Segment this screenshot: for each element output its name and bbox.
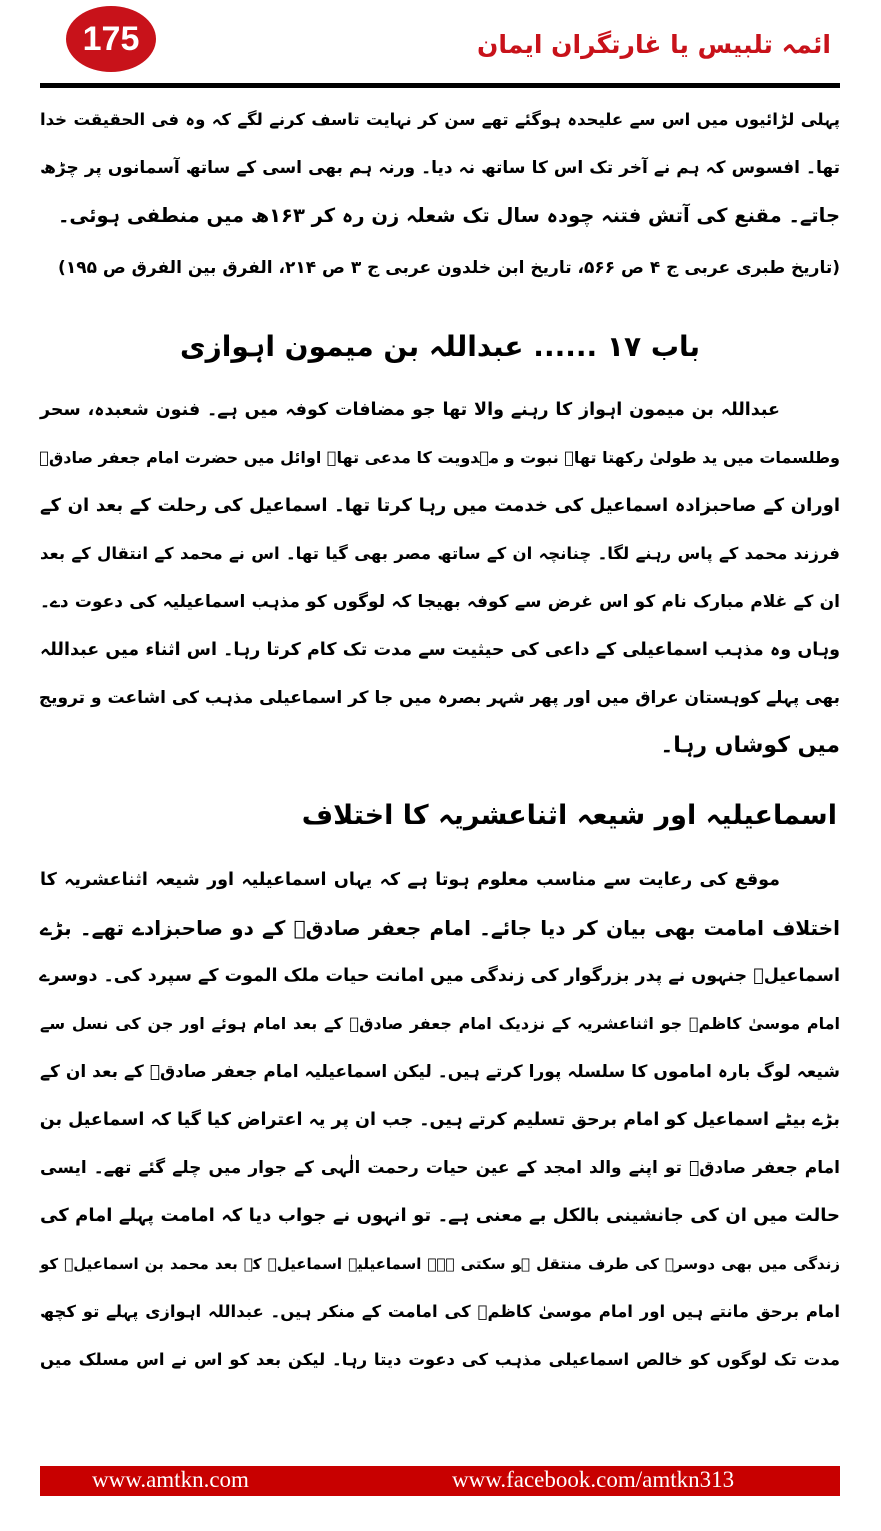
text-line: فرزند محمد کے پاس رہنے لگا۔ چنانچہ ان کے ساتھ مصر بھی گیا تھا۔ اس نے محمد کے انتقال کے بعد — [40, 544, 840, 563]
text-line: وطلسمات میں ید طولیٰ رکھتا تھا۔ نبوت و مہدویت کا مدعی تھا۔ اوائل میں حضرت امام جعفر صادقؒ — [39, 448, 840, 467]
text-line: امام برحق مانتے ہیں اور امام موسیٰ کاظمؒ کی امامت کے منکر ہیں۔ عبداللہ اہوازی پہلے تو کچھ — [40, 1302, 840, 1321]
text-line: امام جعفر صادقؒ تو اپنے والد امجد کے عین حیات رحمت الٰہی کے جوار میں چلے گئے تھے۔ ایسی — [40, 1158, 840, 1178]
text-line: اختلاف امامت بھی بیان کر دیا جائے۔ امام جعفر صادقؒ کے دو صاحبزادے تھے۔ بڑے — [40, 916, 840, 940]
section-heading: اسماعیلیہ اور شیعہ اثناعشریہ کا اختلاف — [301, 800, 837, 831]
text-line: میں کوشاں رہا۔ — [660, 733, 840, 758]
text-line: شیعہ لوگ بارہ اماموں کا سلسلہ پورا کرتے ہیں۔ لیکن اسماعیلیہ امام جعفر صادقؒ کے بعد ان کے — [40, 1062, 840, 1082]
text-line: موقع کی رعایت سے مناسب معلوم ہوتا ہے کہ یہاں اسماعیلیہ اور شیعہ اثناعشریہ کا — [40, 870, 780, 890]
text-line: پہلی لڑائیوں میں اس سے علیحدہ ہوگئے تھے سن کر نہایت تاسف کرنے لگے کہ وہ فی الحقیقت خدا — [40, 110, 840, 129]
text-line: جاتے۔ مقنع کی آتش فتنہ چودہ سال تک شعلہ زن رہ کر ۱۶۳ھ میں منطفی ہوئی۔ — [57, 204, 840, 227]
header-divider — [40, 83, 840, 88]
chapter-heading: باب ۱۷ ...... عبداللہ بن میمون اہوازی — [180, 330, 700, 363]
text-line: اسماعیلؒ جنہوں نے پدر بزرگوار کی زندگی میں امانت حیات ملک الموت کے سپرد کی۔ دوسرے — [39, 966, 840, 986]
text-line: بھی پہلے کوہستان عراق میں اور پھر شہر بصرہ میں جا کر اسماعیلی مذہب کی اشاعت و ترویج — [38, 688, 840, 708]
book-title: ائمہ تلبیس یا غارتگران ایمان — [477, 30, 831, 59]
text-line: حالت میں ان کی جانشینی بالکل بے معنی ہے۔ تو انہوں نے جواب دیا کہ امامت پہلے امام کی — [40, 1205, 840, 1226]
text-line: عبداللہ بن میمون اہواز کا رہنے والا تھا جو مضافات کوفہ میں ہے۔ فنون شعبدہ، سحر — [40, 400, 780, 420]
text-line: ان کے غلام مبارک نام کو اس غرض سے کوفہ بھیجا کہ لوگوں کو مذہب اسماعیلیہ کی دعوت دے۔ — [40, 592, 840, 612]
text-line: مدت تک لوگوں کو خالص اسماعیلی مذہب کی دعوت دیتا رہا۔ لیکن بعد کو اس نے اس مسلک میں — [40, 1350, 840, 1369]
text-line: امام موسیٰ کاظمؒ جو اثناعشریہ کے نزدیک امام جعفر صادقؒ کے بعد امام ہوئے اور جن کی نسل سے — [40, 1014, 840, 1033]
text-line: زندگی میں بھی دوسرے کی طرف منتقل ہو سکتی ہے۔ اسماعیلیہ اسماعیلؒ کے بعد محمد بن اسماعیلؒ کو — [40, 1255, 840, 1273]
text-line: تھا۔ افسوس کہ ہم نے آخر تک اس کا ساتھ نہ دیا۔ ورنہ ہم بھی اسی کے ساتھ آسمانوں پر چڑھ — [40, 158, 840, 178]
citation: (تاریخ طبری عربی ج ۴ ص ۵۶۶، تاریخ ابن خلدون عربی ج ۳ ص ۲۱۴، الفرق بین الفرق ص ۱۹۵) — [58, 258, 840, 278]
facebook-link[interactable]: www.facebook.com/amtkn313 — [452, 1467, 735, 1492]
text-line: وہاں وہ مذہب اسماعیلی کے داعی کی حیثیت سے مدت تک کام کرتا رہا۔ اس اثناء میں عبداللہ — [40, 640, 840, 660]
text-line: اوران کے صاحبزادہ اسماعیل کی خدمت میں رہا کرتا تھا۔ اسماعیل کی رحلت کے بعد ان کے — [40, 495, 840, 516]
footer-bar — [40, 1466, 840, 1496]
website-link[interactable]: www.amtkn.com — [92, 1467, 249, 1492]
text-line: بڑے بیٹے اسماعیل کو امام برحق تسلیم کرتے ہیں۔ جب ان پر یہ اعتراض کیا گیا کہ اسماعیل بن — [39, 1110, 840, 1130]
page-number-badge: 175 — [66, 6, 156, 72]
